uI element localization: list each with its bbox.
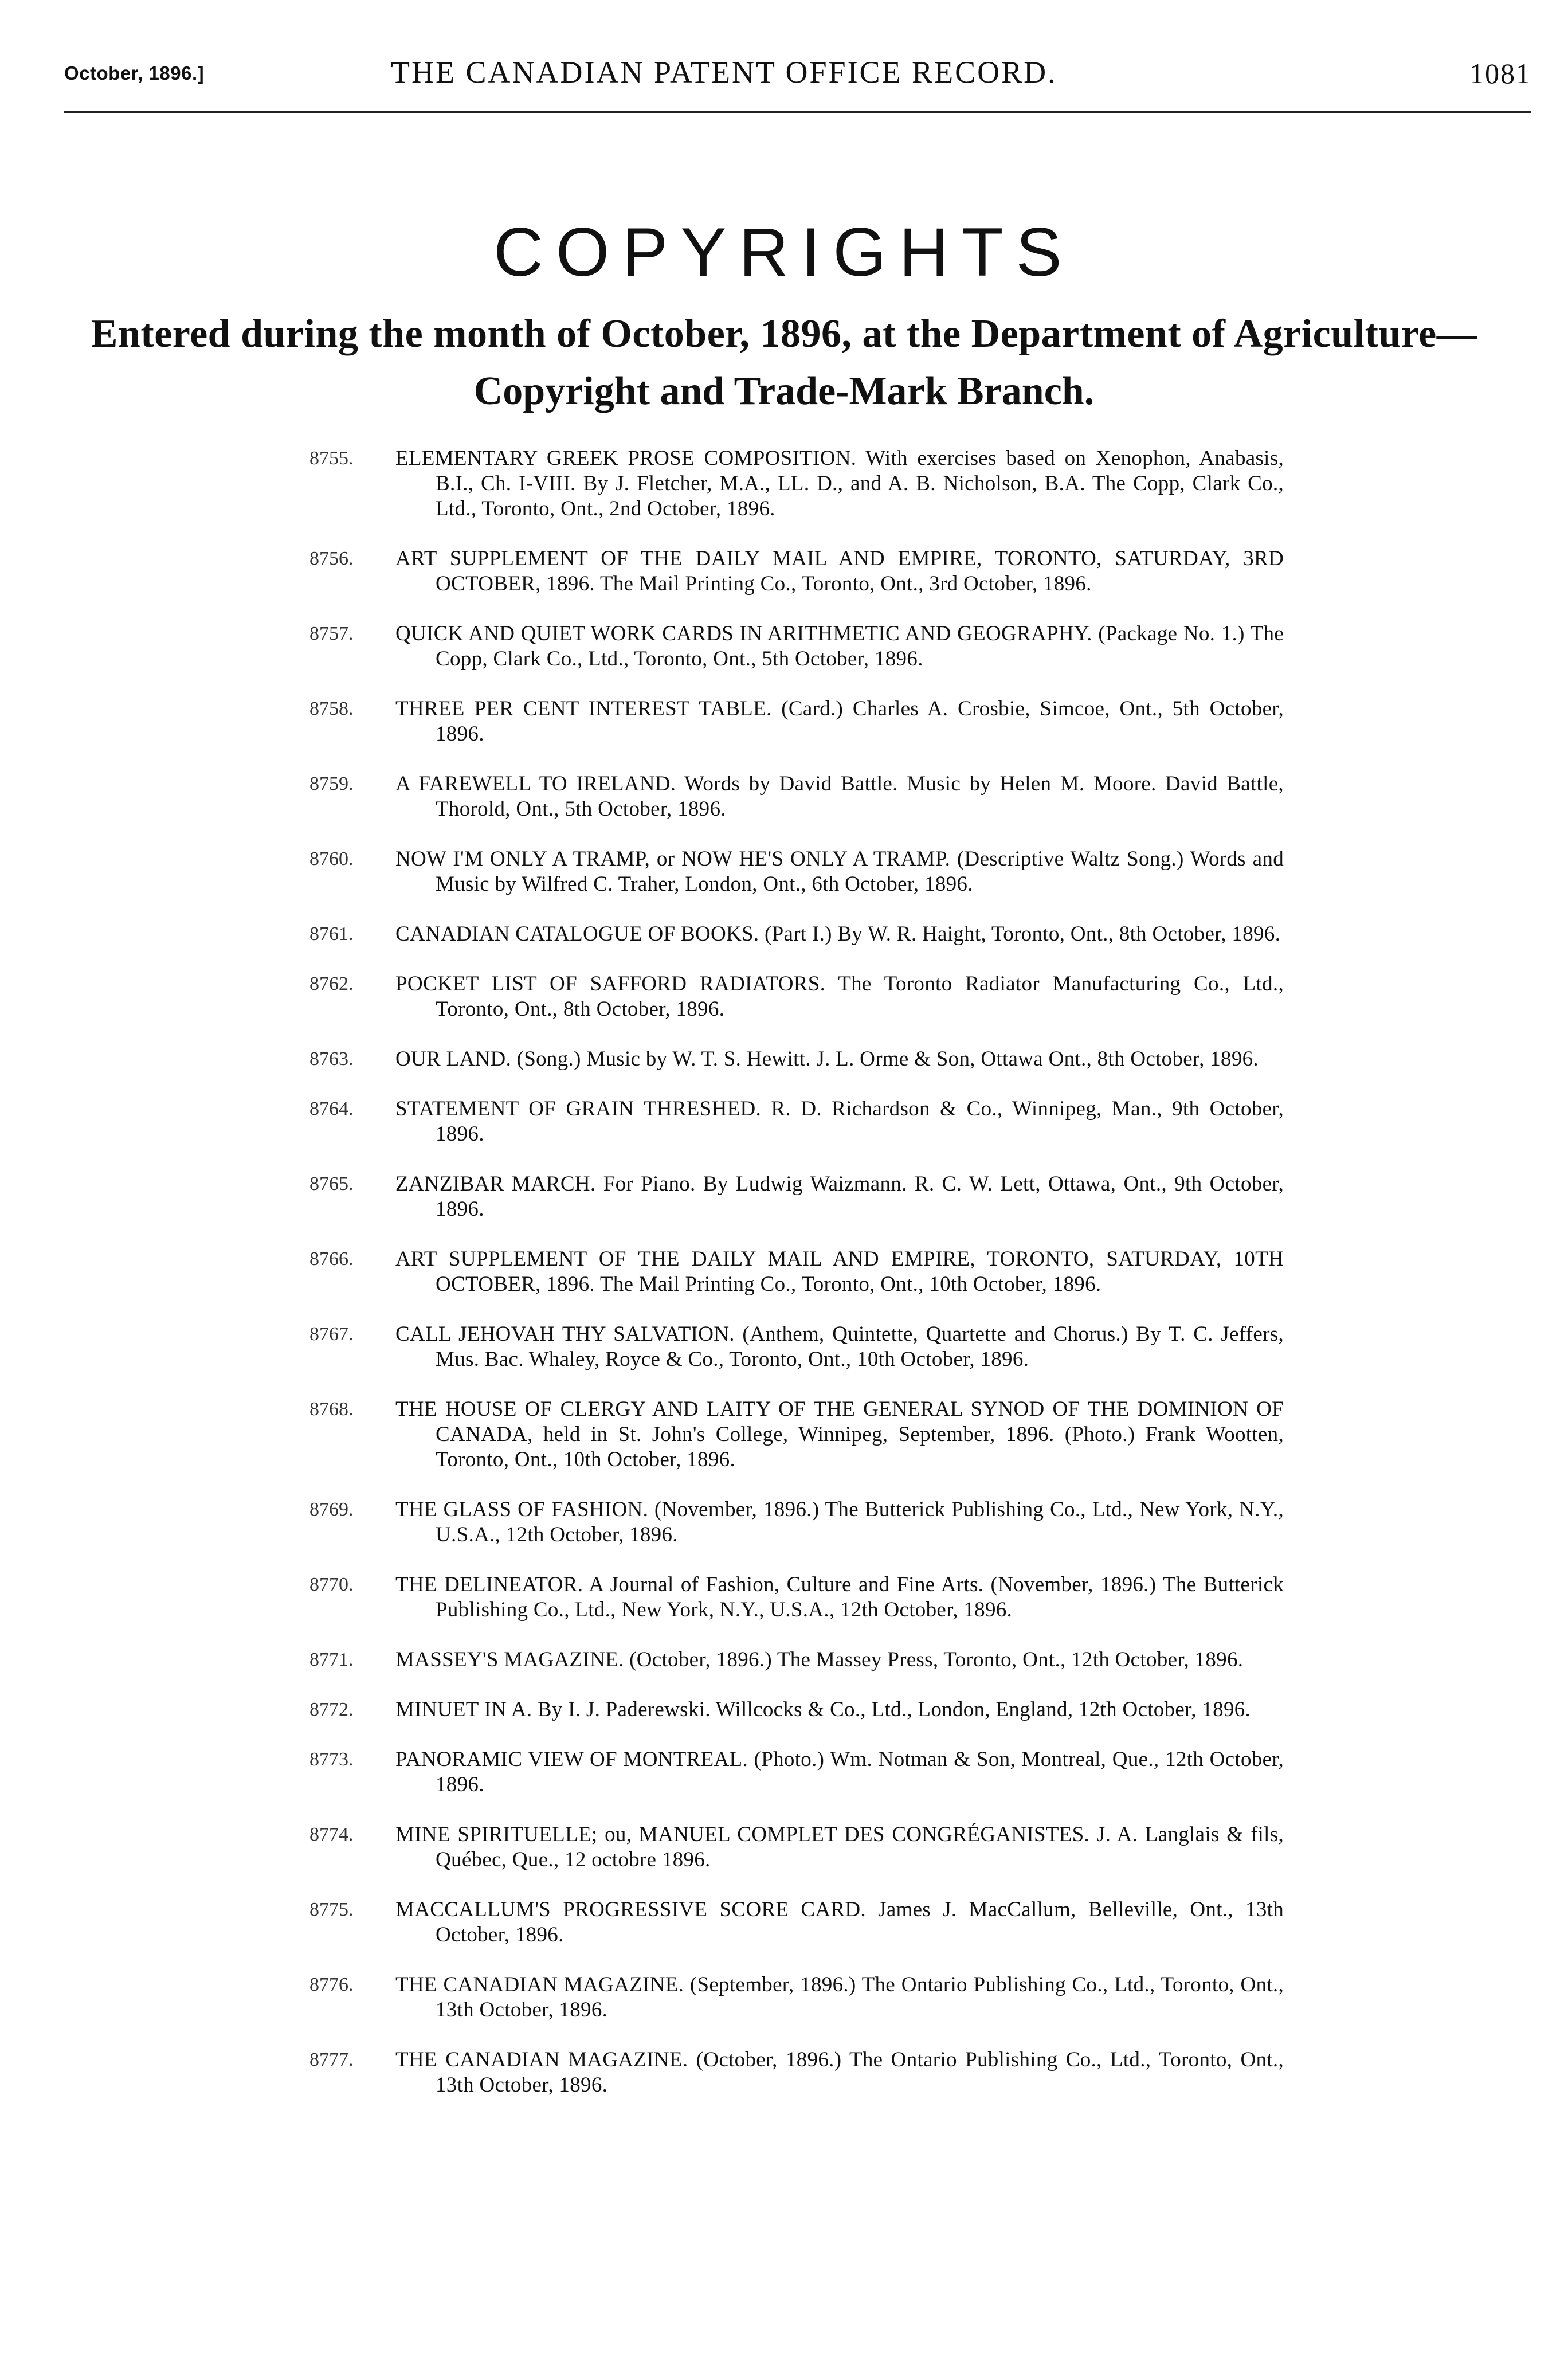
header-title: THE CANADIAN PATENT OFFICE RECORD. [391,55,1057,89]
copyright-entry [309,446,1284,522]
entry-text: OUR LAND. (Song.) Music by W. T. S. Hewitt. J. L. Orme & Son, Ottawa Ont., 8th October, 1896. [395,1047,1259,1071]
copyright-entries-list [309,446,1284,2123]
copyright-entry [309,1172,1284,1222]
entry-number: 8759. [309,773,354,794]
entry-text: MINE SPIRITUELLE; ou, MANUEL COMPLET DES CONGRÉGANISTES. J. A. Langlais & fils, Québec, Que., 12 octobre 1896. [395,1823,1284,1871]
entry-number: 8761. [309,923,354,945]
entry-text: ZANZIBAR MARCH. For Piano. By Ludwig Waizmann. R. C. W. Lett, Ottawa, Ont., 9th October, 1896. [395,1172,1284,1221]
entry-number: 8760. [309,848,354,870]
header-date: October, 1896.] [64,62,205,84]
entry-number: 8769. [309,1499,354,1520]
copyright-entry [309,772,1284,822]
entry-text: ART SUPPLEMENT OF THE DAILY MAIL AND EMPIRE, TORONTO, SATURDAY, 3RD OCTOBER, 1896. The Mail Printing Co., Toronto, Ont., 3rd October, 1896. [395,547,1284,596]
entry-text: PANORAMIC VIEW OF MONTREAL. (Photo.) Wm. Notman & Son, Montreal, Que., 12th October, 1896. [395,1748,1284,1796]
entry-number: 8763. [309,1048,354,1070]
entry-text: CALL JEHOVAH THY SALVATION. (Anthem, Quintette, Quartette and Chorus.) By T. C. Jeffers, Mus. Bac. Whaley, Royce & Co., Toronto, Ont., 10th October, 1896. [395,1322,1284,1371]
entry-text: QUICK AND QUIET WORK CARDS IN ARITHMETIC AND GEOGRAPHY. (Package No. 1.) The Copp, Clark Co., Ltd., Toronto, Ont., 5th October, 1896. [395,622,1284,671]
copyright-entry [309,1247,1284,1297]
page-header [64,54,1531,95]
entry-number: 8773. [309,1749,354,1770]
copyright-entry [309,922,1284,947]
subtitle-line-1: Entered during the month of October, 1896, at the Department of Agriculture— [91,312,1477,356]
entry-number: 8765. [309,1173,354,1195]
page-title: COPYRIGHTS [493,214,1075,291]
entry-text: MINUET IN A. By I. J. Paderewski. Willcocks & Co., Ltd., London, England, 12th October, 1896. [395,1698,1251,1721]
entry-text: POCKET LIST OF SAFFORD RADIATORS. The Toronto Radiator Manufacturing Co., Ltd., Toronto, Ont., 8th October, 1896. [395,972,1284,1021]
copyright-entry [309,1822,1284,1873]
copyright-entry [309,546,1284,597]
entry-text: MACCALLUM'S PROGRESSIVE SCORE CARD. James J. MacCallum, Belleville, Ont., 13th October, 1896. [395,1898,1284,1947]
entry-number: 8768. [309,1399,354,1420]
entry-number: 8757. [309,623,354,644]
copyright-entry [309,1697,1284,1722]
entry-text: CANADIAN CATALOGUE OF BOOKS. (Part I.) By W. R. Haight, Toronto, Ont., 8th October, 1896. [395,922,1281,946]
copyright-entry [309,1897,1284,1948]
entry-number: 8777. [309,2049,354,2070]
header-divider [64,111,1531,113]
entry-text: THREE PER CENT INTEREST TABLE. (Card.) Charles A. Crosbie, Simcoe, Ont., 5th October, 1896. [395,697,1284,746]
entry-number: 8770. [309,1574,354,1595]
entry-number: 8755. [309,448,354,469]
entry-number: 8774. [309,1824,354,1845]
entry-number: 8771. [309,1649,354,1670]
copyright-entry [309,621,1284,672]
entry-number: 8758. [309,698,354,719]
entry-number: 8762. [309,973,354,994]
copyright-entry [309,1497,1284,1548]
copyright-entry [309,1097,1284,1147]
entry-number: 8767. [309,1323,354,1345]
copyright-entry [309,1397,1284,1473]
entry-number: 8766. [309,1248,354,1270]
copyright-entry [309,847,1284,897]
entry-text: STATEMENT OF GRAIN THRESHED. R. D. Richardson & Co., Winnipeg, Man., 9th October, 1896. [395,1097,1284,1146]
entry-text: THE GLASS OF FASHION. (November, 1896.) The Butterick Publishing Co., Ltd., New York, N.Y., U.S.A., 12th October, 1896. [395,1498,1284,1546]
entry-number: 8776. [309,1974,354,1995]
entry-number: 8772. [309,1699,354,1720]
entry-text: THE DELINEATOR. A Journal of Fashion, Culture and Fine Arts. (November, 1896.) The Butterick Publishing Co., Ltd., New York, N.Y., U.S.A., 12th October, 1896. [395,1573,1284,1622]
copyright-entry [309,696,1284,747]
copyright-entry [309,972,1284,1022]
entry-text: THE HOUSE OF CLERGY AND LAITY OF THE GENERAL SYNOD OF THE DOMINION OF CANADA, held in St. John's College, Winnipeg, September, 1896. (Photo.) Frank Wootten, Toronto, Ont., 10th October, 1896. [395,1397,1284,1471]
entry-number: 8775. [309,1899,354,1920]
copyright-entry [309,1322,1284,1372]
entry-number: 8756. [309,548,354,569]
entry-text: NOW I'M ONLY A TRAMP, or NOW HE'S ONLY A TRAMP. (Descriptive Waltz Song.) Words and Music by Wilfred C. Traher, London, Ont., 6th October, 1896. [395,847,1284,896]
copyright-entry [309,1047,1284,1072]
entry-text: THE CANADIAN MAGAZINE. (October, 1896.) The Ontario Publishing Co., Ltd., Toronto, Ont., 13th October, 1896. [395,2048,1284,2097]
entry-text: ART SUPPLEMENT OF THE DAILY MAIL AND EMPIRE, TORONTO, SATURDAY, 10TH OCTOBER, 1896. The Mail Printing Co., Toronto, Ont., 10th October, 1896. [395,1247,1284,1296]
entry-text: A FAREWELL TO IRELAND. Words by David Battle. Music by Helen M. Moore. David Battle, Thorold, Ont., 5th October, 1896. [395,772,1284,821]
copyright-entry [309,1647,1284,1673]
page-number: 1081 [1469,57,1531,89]
entry-text: THE CANADIAN MAGAZINE. (September, 1896.) The Ontario Publishing Co., Ltd., Toronto, Ont., 13th October, 1896. [395,1973,1284,2022]
copyright-entry [309,1972,1284,2023]
entry-text: MASSEY'S MAGAZINE. (October, 1896.) The Massey Press, Toronto, Ont., 12th October, 1896. [395,1648,1244,1671]
entry-text: ELEMENTARY GREEK PROSE COMPOSITION. With exercises based on Xenophon, Anabasis, B.I., Ch. I-VIII. By J. Fletcher, M.A., LL. D., and A. B. Nicholson, B.A. The Copp, Clark Co., Ltd., Toronto, Ont., 2nd October, 1896. [395,447,1284,520]
subtitle-line-2: Copyright and Trade-Mark Branch. [473,369,1095,413]
copyright-entry [309,2047,1284,2098]
copyright-entry [309,1572,1284,1623]
copyright-entry [309,1747,1284,1798]
entry-number: 8764. [309,1098,354,1119]
